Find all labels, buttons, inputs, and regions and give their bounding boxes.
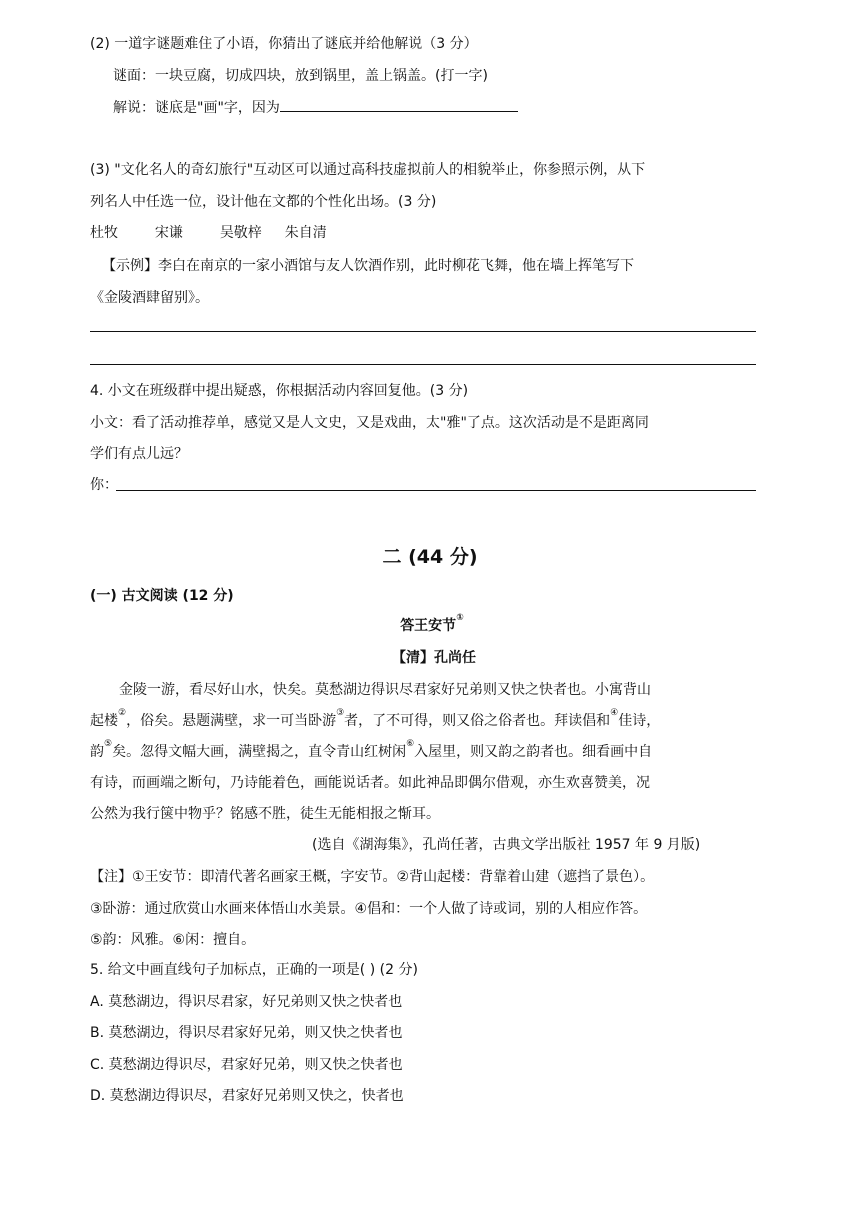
notes-line-2: ③卧游：通过欣赏山水画来体悟山水美景。④倡和：一个人做了诗或词，别的人相应作答。 — [90, 901, 648, 917]
q3-example-line-2: 《金陵酒肆留别》。 — [90, 290, 209, 306]
name-dumu: 杜牧 — [90, 225, 118, 241]
section-subtitle: (一) 古文阅读 (12 分) — [90, 588, 234, 604]
q4-text-line-2: 学们有点儿远？ — [90, 446, 188, 462]
passage-source: (选自《湖海集》，孔尚任著，古典文学出版社 1957 年 9 月版) — [312, 837, 701, 853]
passage-title-note: ① — [456, 613, 464, 623]
note-marker-6: ⑥ — [406, 739, 415, 749]
note-marker-3: ③ — [336, 708, 345, 718]
note-marker-5: ⑤ — [104, 739, 113, 749]
name-songqian: 宋谦 — [154, 225, 183, 241]
passage-author: 【清】孔尚任 — [392, 650, 476, 666]
q5-option-a[interactable]: A. 莫愁湖边，得识尽君家，好兄弟则又快之快者也 — [90, 994, 403, 1010]
passage-title-row — [2, 615, 860, 635]
q3-example-line-1: 【示例】李白在南京的一家小酒馆与友人饮酒作别，此时柳花飞舞，他在墙上挥笔写下 — [102, 258, 634, 274]
name-zhuziqing: 朱自清 — [284, 225, 327, 241]
passage-line-1: 金陵一游，看尽好山水，快矣。莫愁湖边得识尽君家好兄弟则又快之快者也。小寓背山 — [119, 682, 651, 698]
notes-line-1: 【注】①王安节：即清代著名画家王概，字安节。②背山起楼：背靠着山建（遮挡了景色）。 — [90, 869, 655, 885]
q5-option-c[interactable]: C. 莫愁湖边得识尽，君家好兄弟，则又快之快者也 — [90, 1057, 403, 1073]
q2-riddle: 谜面：一块豆腐，切成四块，放到锅里，盖上锅盖。(打一字) — [113, 68, 488, 84]
passage-title: 答王安节 — [400, 618, 457, 634]
passage-line-4: 有诗，而画端之断句，乃诗能着色，画能说话者。如此神品即偶尔借观，亦生欢喜赞美，况 — [90, 775, 650, 791]
q4-reply-label: 你： — [90, 477, 118, 493]
q2-explain-row — [113, 97, 518, 117]
note-marker-2: ② — [118, 708, 127, 718]
notes-line-3: ⑤韵：风雅。⑥闲：擅自。 — [90, 932, 256, 948]
q3-prompt-line-2: 列名人中任选一位，设计他在文都的个性化出场。(3 分) — [90, 194, 437, 210]
q3-answer-line-1[interactable] — [90, 331, 756, 332]
q4-text-line-1: 小文：看了活动推荐单，感觉又是人文史，又是戏曲，太"雅"了点。这次活动是不是距离同 — [90, 415, 649, 431]
note-marker-4: ④ — [610, 708, 619, 718]
name-wujingzi: 吴敬梓 — [219, 225, 262, 241]
passage-line-2: 起楼②，俗矣。悬题满壁，求一可当卧游③者，了不可得，则又俗之俗者也。拜读倡和④佳诗， — [90, 708, 661, 729]
q4-reply-line[interactable] — [116, 490, 756, 491]
q4-prompt: 4. 小文在班级群中提出疑惑，你根据活动内容回复他。(3 分) — [90, 383, 469, 399]
passage-line-3: 韵⑤矣。忽得文幅大画，满壁揭之，直令青山红树闲⑥入屋里，则又韵之韵者也。细看画中自 — [90, 739, 653, 760]
q2-answer-blank[interactable] — [280, 97, 518, 112]
q3-answer-line-2[interactable] — [90, 364, 756, 365]
q5-prompt: 5. 给文中画直线句子加标点，正确的一项是( ) (2 分) — [90, 962, 418, 978]
q5-option-d[interactable]: D. 莫愁湖边得识尽，君家好兄弟则又快之，快者也 — [90, 1088, 404, 1104]
passage-line-5: 公然为我行箧中物乎？铭感不胜，徒生无能相报之惭耳。 — [90, 806, 440, 822]
q2-prompt: (2) 一道字谜题难住了小语，你猜出了谜底并给他解说（3 分） — [90, 36, 478, 52]
section-title: 二 (44 分) — [382, 546, 478, 568]
q3-prompt-line-1: (3) "文化名人的奇幻旅行"互动区可以通过高科技虚拟前人的相貌举止，你参照示例，从下 — [90, 162, 646, 178]
q5-option-b[interactable]: B. 莫愁湖边，得识尽君家好兄弟，则又快之快者也 — [90, 1025, 403, 1041]
q2-explain-label: 解说：谜底是"画"字，因为 — [113, 100, 280, 116]
q3-name-list — [90, 222, 327, 242]
